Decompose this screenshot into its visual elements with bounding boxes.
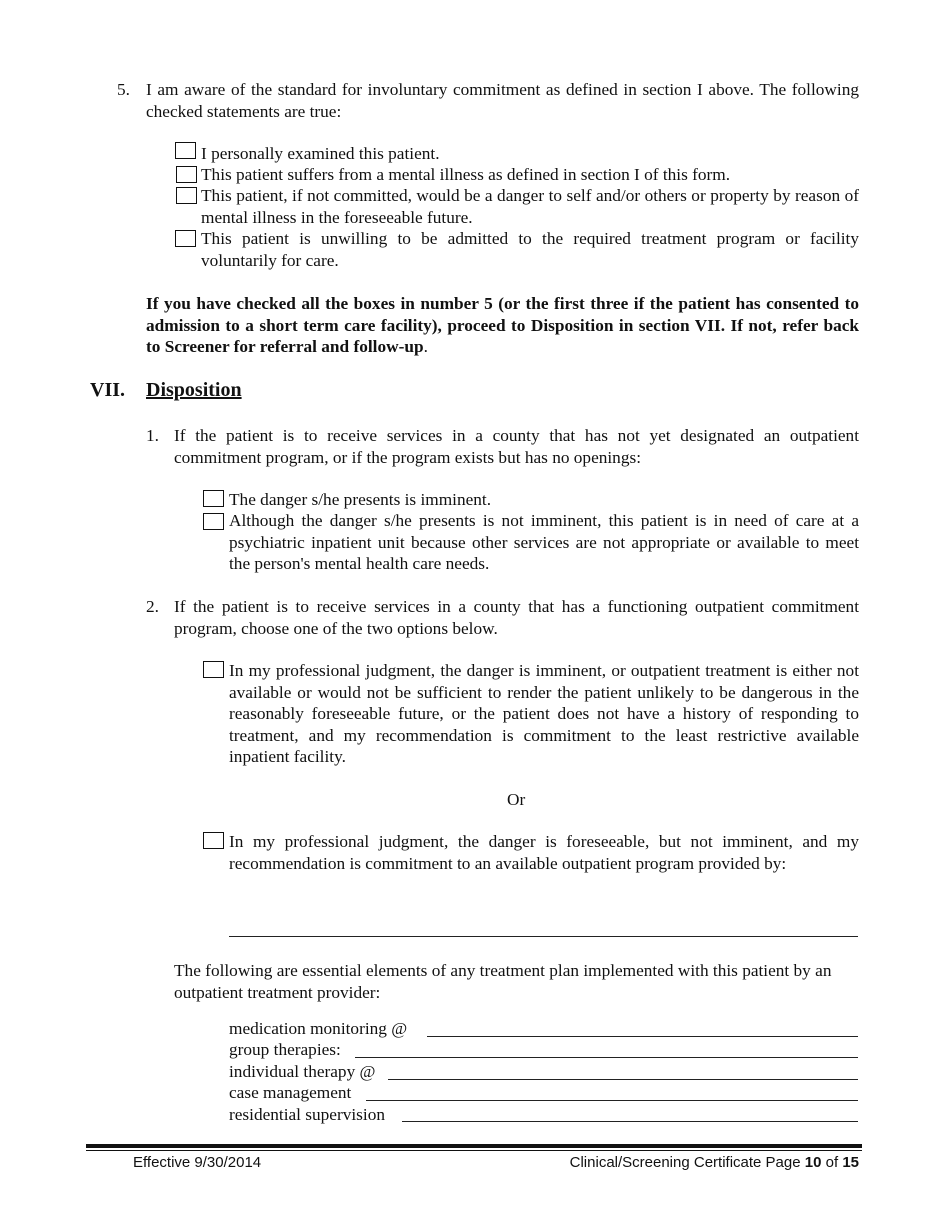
checkbox-danger[interactable] <box>176 187 197 204</box>
footer-rule-thick <box>86 1144 862 1148</box>
option-outpatient-label: In my professional judgment, the danger is foreseeable, but not imminent, and my recommendation is commitment to an available outpatient program provided by: <box>229 832 859 873</box>
checkbox-imminent[interactable] <box>203 490 224 507</box>
element-medication-label: medication monitoring @ <box>229 1019 408 1038</box>
checkbox-unwilling[interactable] <box>175 230 196 247</box>
item-5-note-end: . <box>423 337 428 356</box>
item-5-note <box>146 293 859 358</box>
element-individual-label: individual therapy @ <box>229 1062 376 1081</box>
checkbox-option-inpatient[interactable] <box>203 661 224 678</box>
check-label-examined: I personally examined this patient. <box>201 144 440 163</box>
item-7-1-text: If the patient is to receive services in a county that has not yet designated an outpatient commitment program, or if the program exists but has no openings: <box>174 426 859 467</box>
section-7-title: Disposition <box>146 379 242 401</box>
item-5-note-bold: If you have checked all the boxes in number 5 (or the first three if the patient has consented to admission to a short term care facility), proceed to Disposition in section VII. If not, refer back to Screener for referral and follow-up <box>146 294 859 356</box>
item-5-text: I am aware of the standard for involuntary commitment as defined in section I above. The following checked statements are true: <box>146 80 859 121</box>
footer-page-total: 15 <box>842 1154 859 1171</box>
check-label-mental-illness: This patient suffers from a mental illness as defined in section I of this form. <box>201 165 731 184</box>
element-case-label: case management <box>229 1083 352 1102</box>
elements-intro: The following are essential elements of any treatment plan implemented with this patient by an outpatient treatment provider: <box>174 961 832 1002</box>
checkbox-option-outpatient[interactable] <box>203 832 224 849</box>
footer-of: of <box>821 1154 843 1171</box>
item-7-2-text: If the patient is to receive services in a county that has a functioning outpatient commitment program, choose one of the two options below. <box>174 597 859 638</box>
item-7-2-number: 2. <box>146 597 159 616</box>
element-group-label: group therapies: <box>229 1040 341 1059</box>
element-residential-line[interactable] <box>402 1121 858 1122</box>
item-7-1-number: 1. <box>146 426 159 445</box>
footer-rule-thin <box>86 1150 862 1151</box>
item-5-number: 5. <box>117 80 130 99</box>
section-7-numeral: VII. <box>90 379 126 401</box>
checkbox-inpatient-need[interactable] <box>203 513 224 530</box>
element-residential-label: residential supervision <box>229 1105 385 1124</box>
footer-cert-prefix: Clinical/Screening Certificate Page <box>569 1154 805 1171</box>
element-group-line[interactable] <box>355 1057 858 1058</box>
checkbox-examined[interactable] <box>175 142 196 159</box>
outpatient-provider-line[interactable] <box>229 936 858 937</box>
element-medication-line[interactable] <box>427 1036 858 1037</box>
element-individual-line[interactable] <box>388 1079 858 1080</box>
or-separator: Or <box>507 790 526 809</box>
check-label-imminent: The danger s/he presents is imminent. <box>229 490 492 509</box>
check-label-danger: This patient, if not committed, would be a danger to self and/or others or property by reason of mental illness in the foreseeable future. <box>201 186 859 227</box>
checkbox-mental-illness[interactable] <box>176 166 197 183</box>
option-inpatient-label: In my professional judgment, the danger is imminent, or outpatient treatment is either not available or would not be sufficient to render the patient unlikely to be dangerous in the reasonably foreseeable future, or the patient does not have a history of responding to treatment, and my recommendation is commitment to the least restrictive available inpatient facility. <box>229 661 859 766</box>
check-label-inpatient-need: Although the danger s/he presents is not imminent, this patient is in need of care at a psychiatric inpatient unit because other services are not appropriate or available to meet the person's mental health care needs. <box>229 511 859 573</box>
footer-page-info <box>570 1154 859 1171</box>
element-case-line[interactable] <box>366 1100 858 1101</box>
check-label-unwilling: This patient is unwilling to be admitted to the required treatment program or facility voluntarily for care. <box>201 229 859 270</box>
footer-page-number: 10 <box>804 1154 822 1171</box>
footer-effective-date: Effective 9/30/2014 <box>133 1154 262 1171</box>
